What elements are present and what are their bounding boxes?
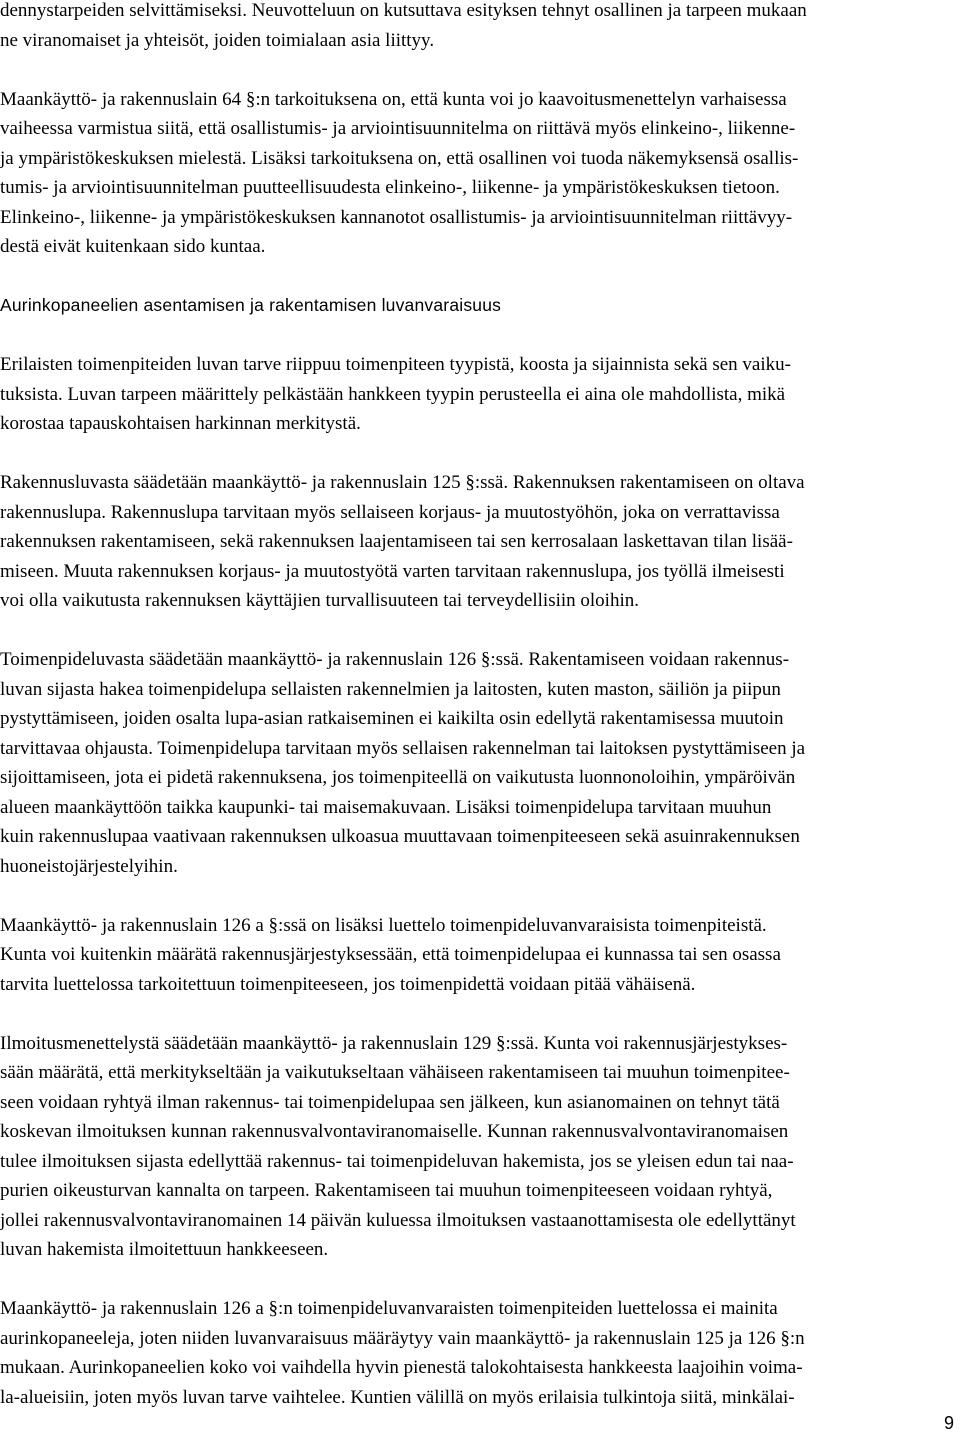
paragraph xyxy=(0,1029,960,1265)
paragraph-gap xyxy=(0,616,960,646)
paragraph xyxy=(0,645,960,881)
text-line: Elinkeino-, liikenne- ja ympäristökeskuksen kannanotot osallistumis- ja arviointisuunnitelman riittävyy- xyxy=(0,206,793,228)
text-line: voi olla vaikutusta rakennuksen käyttäjien turvallisuuteen tai terveydellisiin oloihin. xyxy=(0,590,639,611)
paragraph-gap xyxy=(0,439,960,469)
text-line: vaiheessa varmistua siitä, että osallistumis- ja arviointisuunnitelma on riittävä myös elinkeino-, liikenne- xyxy=(0,118,796,139)
paragraph xyxy=(0,1294,960,1412)
text-line: Maankäyttö- ja rakennuslain 126 a §:ssä on lisäksi luettelo toimenpideluvanvaraisista toimenpiteistä. xyxy=(0,914,767,936)
text-line: Erilaisten toimenpiteiden luvan tarve riippuu toimenpiteen tyypistä, koosta ja sijainnista sekä sen vaiku- xyxy=(0,354,791,375)
text-line: luvan hakemista ilmoitettuun hankkeeseen. xyxy=(0,1239,329,1260)
paragraph-gap xyxy=(0,321,960,351)
text-line: korostaa tapauskohtaisen harkinnan merkitystä. xyxy=(0,413,361,434)
text-line: rakennuslupa. Rakennuslupa tarvitaan myös sellaiseen korjaus- ja muutostyöhön, joka on verrattavissa xyxy=(0,501,780,523)
text-line: huoneistojärjestelyihin. xyxy=(0,855,178,877)
paragraph-gap xyxy=(0,999,960,1029)
text-line: Ilmoitusmenettelystä säädetään maankäyttö- ja rakennuslain 129 §:ssä. Kunta voi rakennusjärjestykses- xyxy=(0,1032,788,1054)
text-line: Toimenpideluvasta säädetään maankäyttö- ja rakennuslain 126 §:ssä. Rakentamiseen voidaan rakennus- xyxy=(0,649,790,670)
text-line: destä eivät kuitenkaan sido kuntaa. xyxy=(0,236,266,257)
paragraph-gap xyxy=(0,1265,960,1295)
paragraph-gap xyxy=(0,55,960,85)
text-line: mukaan. Aurinkopaneelien koko voi vaihdella hyvin pienestä talokohtaisesta hankkeesta laajoihin voima- xyxy=(0,1357,803,1378)
paragraph-gap xyxy=(0,262,960,292)
text-line: purien oikeusturvan kannalta on tarpeen. Rakentamiseen tai muuhun toimenpiteeseen voidaan ryhtyä, xyxy=(0,1180,773,1201)
text-line: koskevan ilmoituksen kunnan rakennusvalvontaviranomaiselle. Kunnan rakennusvalvontaviranomaisen xyxy=(0,1121,789,1142)
text-line: sijoittamiseen, jota ei pidetä rakennuksena, jos toimenpiteellä on vaikutusta luonnonoloihin, ympäröivän xyxy=(0,767,796,788)
paragraph xyxy=(0,468,960,616)
text-line: miseen. Muuta rakennuksen korjaus- ja muutostyötä varten tarvitaan rakennuslupa, jos työllä ilmeisesti xyxy=(0,560,785,582)
page-number: 9 xyxy=(943,1413,954,1433)
text-line: Kunta voi kuitenkin määrätä rakennusjärjestyksessään, että toimenpidelupaa ei kunnassa tai sen osassa xyxy=(0,944,781,965)
text-line: la-alueisiin, joten myös luvan tarve vaihtelee. Kuntien välillä on myös erilaisia tulkintoja siitä, minkälai- xyxy=(0,1386,795,1408)
text-line: ne viranomaiset ja yhteisöt, joiden toimialaan asia liittyy. xyxy=(0,29,435,51)
paragraph xyxy=(0,911,960,1000)
paragraph xyxy=(0,85,960,262)
text-line: sään määrätä, että merkitykseltään ja vaikutukseltaan vähäiseen rakentamiseen tai muuhun toimenpitee- xyxy=(0,1062,790,1083)
text-line: tarvita luettelossa tarkoitettuun toimenpiteeseen, jos toimenpidettä voidaan pitää vähäisenä. xyxy=(0,973,696,995)
text-line: pystyttämiseen, joiden osalta lupa-asian ratkaiseminen ei kaikilta osin edellytä rakentamisessa muutoin xyxy=(0,708,784,729)
text-line: dennystarpeiden selvittämiseksi. Neuvotteluun on kutsuttava esityksen tehnyt osallinen ja tarpeen mukaan xyxy=(0,0,807,21)
text-line: ja ympäristökeskuksen mielestä. Lisäksi tarkoituksena on, että osallinen voi tuoda näkemyksensä osallis- xyxy=(0,147,799,169)
paragraph xyxy=(0,350,960,439)
paragraph-gap xyxy=(0,881,960,911)
text-line: tuksista. Luvan tarpeen määrittely pelkästään hankkeen tyypin perusteella ei aina ole mahdollista, mikä xyxy=(0,383,786,405)
text-line: jollei rakennusvalvontaviranomainen 14 päivän kuluessa ilmoituksen vastaanottamisesta ole edellyttänyt xyxy=(0,1209,796,1231)
text-line: luvan sijasta hakea toimenpidelupa sellaisten rakennelmien ja laitosten, kuten maston, säiliön ja piipun xyxy=(0,678,781,700)
text-line: seen voidaan ryhtyä ilman rakennus- tai toimenpidelupaa sen jälkeen, kun asianomainen on tehnyt tätä xyxy=(0,1091,780,1113)
text-line: alueen maankäyttöön taikka kaupunki- tai maisemakuvaan. Lisäksi toimenpidelupa tarvitaan muuhun xyxy=(0,796,772,818)
paragraph xyxy=(0,0,960,55)
text-line: Maankäyttö- ja rakennuslain 64 §:n tarkoituksena on, että kunta voi jo kaavoitusmenettelyn varhaisessa xyxy=(0,88,787,110)
text-line: tarvittavaa ohjausta. Toimenpidelupa tarvitaan myös sellaisen rakennelman tai laitoksen pystyttämiseen ja xyxy=(0,737,806,759)
text-line: aurinkopaneeleja, joten niiden luvanvaraisuus määräytyy vain maankäyttö- ja rakennuslain 125 ja 126 §:n xyxy=(0,1327,805,1349)
text-line: tulee ilmoituksen sijasta edellyttää rakennus- tai toimenpideluvan hakemista, jos se yleisen edun tai naa- xyxy=(0,1150,794,1172)
section-heading: Aurinkopaneelien asentamisen ja rakentamisen luvanvaraisuus xyxy=(0,295,502,315)
text-line: tumis- ja arviointisuunnitelman puutteellisuudesta elinkeino-, liikenne- ja ympäristökeskuksen tietoon. xyxy=(0,177,780,198)
text-line: kuin rakennuslupaa vaativaan rakennuksen ulkoasua muuttavaan toimenpiteeseen sekä asuinrakennuksen xyxy=(0,826,800,847)
text-line: rakennuksen rakentamiseen, sekä rakennuksen laajentamiseen tai sen kerrosalaan laskettavan tilan lisää- xyxy=(0,531,793,552)
text-line: Maankäyttö- ja rakennuslain 126 a §:n toimenpideluvanvaraisten toimenpiteiden luettelossa ei mainita xyxy=(0,1298,778,1319)
text-line: Rakennusluvasta säädetään maankäyttö- ja rakennuslain 125 §:ssä. Rakennuksen rakentamiseen on oltava xyxy=(0,472,805,493)
